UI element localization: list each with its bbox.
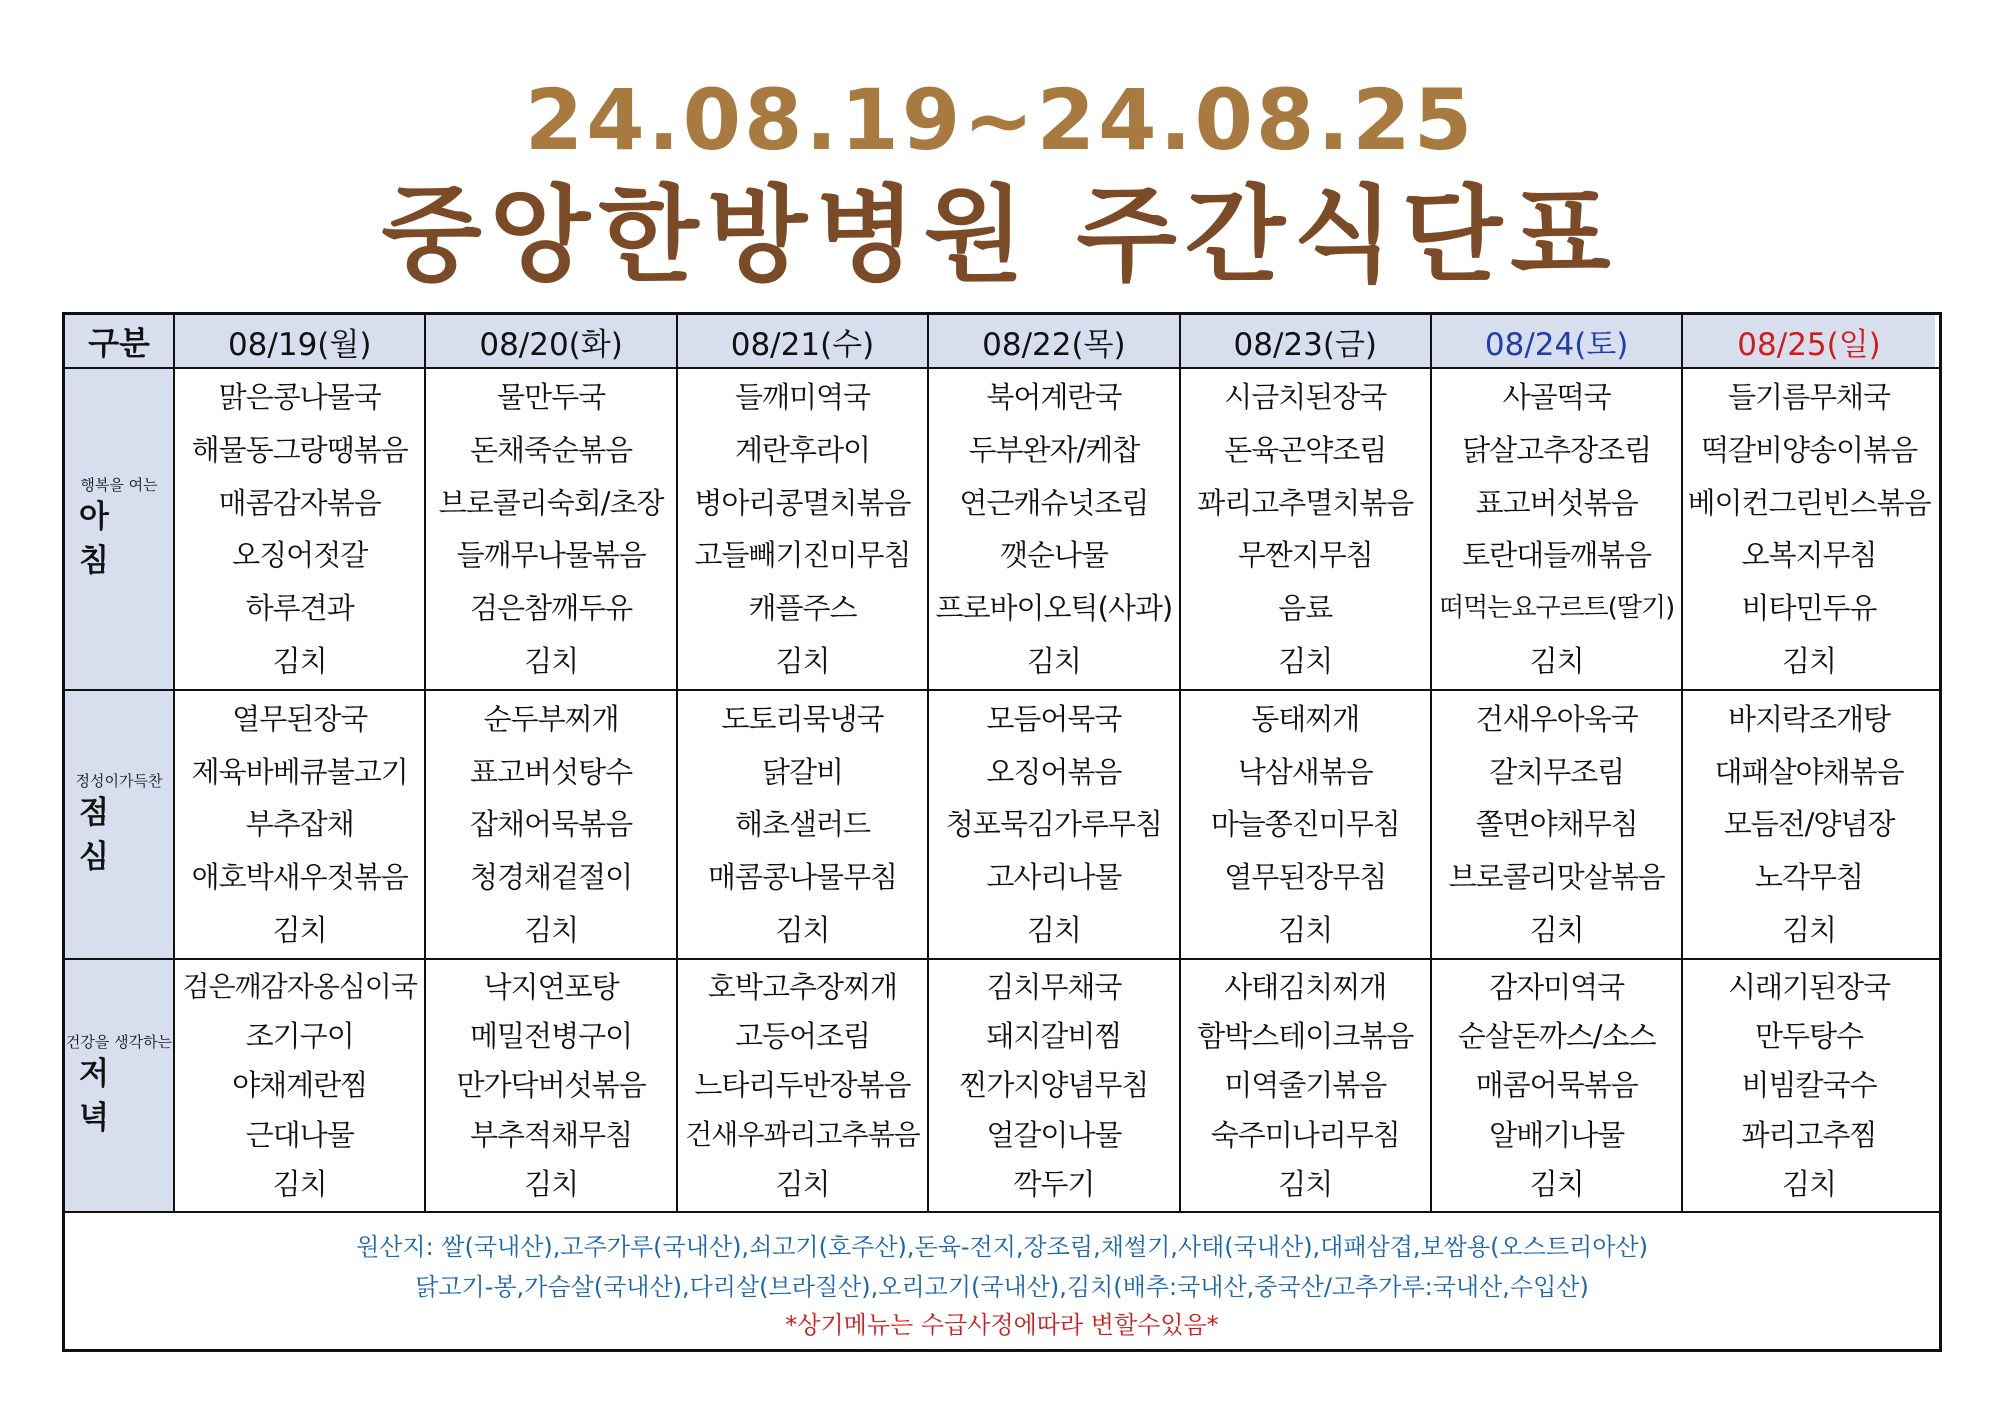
- day-header-5: 08/24(토): [1432, 315, 1683, 367]
- dinner-day-0-cell: [175, 960, 426, 1211]
- dish-item: 비빔칼국수: [1741, 1068, 1877, 1103]
- dish-item: 제육바베큐불고기: [191, 754, 408, 789]
- dish-item: 김치: [1782, 1167, 1837, 1202]
- dish-item: 김치: [1278, 1167, 1333, 1202]
- table-header-row: [65, 315, 1939, 369]
- breakfast-day-5-cell: [1432, 369, 1683, 689]
- dish-item: 알배기나물: [1489, 1117, 1625, 1152]
- dish-item: 김치: [1782, 912, 1837, 947]
- day-header-6: 08/25(일): [1683, 315, 1934, 367]
- dish-item: 꽈리고추찜: [1741, 1117, 1877, 1152]
- dish-item: 연근캐슈넛조림: [959, 485, 1149, 520]
- breakfast-row: [65, 369, 1939, 691]
- dinner-day-6-cell: [1683, 960, 1934, 1211]
- breakfast-day-3-cell: [929, 369, 1180, 689]
- lunch-row: [65, 691, 1939, 960]
- dish-item: 돼지갈비찜: [986, 1019, 1122, 1054]
- dish-item: 떠먹는요구르트(딸기): [1438, 592, 1675, 623]
- lunch-subtitle: 정성이가득찬: [75, 771, 163, 790]
- dish-item: 들깨미역국: [734, 380, 871, 415]
- lunch-name: 점 심: [79, 794, 123, 875]
- dish-item: 김치: [1782, 643, 1837, 678]
- dish-item: 동태찌개: [1251, 702, 1360, 737]
- breakfast-day-2-cell: [678, 369, 929, 689]
- dish-item: 닭살고추장조림: [1462, 432, 1652, 467]
- dish-item: 무짠지무침: [1237, 538, 1373, 573]
- dish-item: 검은깨감자옹심이국: [182, 969, 417, 1003]
- lunch-day-4-cell: [1181, 691, 1432, 958]
- day-header-0: 08/19(월): [175, 315, 426, 367]
- dish-item: 오복지무침: [1741, 538, 1877, 573]
- dish-item: 김치: [775, 643, 830, 678]
- dish-item: 김치: [1026, 912, 1081, 947]
- dish-item: 돈육곤약조림: [1224, 432, 1387, 467]
- dish-item: 들기름무채국: [1727, 380, 1891, 415]
- dish-item: 감자미역국: [1489, 969, 1625, 1004]
- dinner-name: 저 녁: [79, 1055, 123, 1136]
- weekly-menu-table: [62, 312, 1942, 1352]
- dish-item: 찐가지양념무침: [959, 1068, 1149, 1103]
- breakfast-day-0-cell: [175, 369, 426, 689]
- dish-item: 고등어조림: [734, 1019, 871, 1054]
- dish-item: 돈채죽순볶음: [470, 432, 633, 467]
- date-range: 24.08.19~24.08.25: [524, 71, 1476, 169]
- lunch-label: [65, 691, 175, 958]
- dish-item: 병아리콩멸치볶음: [694, 485, 911, 520]
- dish-item: 고사리나물: [986, 860, 1122, 895]
- dish-item: 캐플주스: [748, 590, 857, 625]
- dish-item: 해물동그랑땡볶음: [191, 432, 408, 467]
- dish-item: 비타민두유: [1741, 590, 1877, 625]
- dish-item: 김치: [1529, 643, 1584, 678]
- dish-item: 모듬전/양념장: [1723, 807, 1895, 842]
- dish-item: 고들빼기진미무침: [694, 538, 911, 573]
- day-header-2: 08/21(수): [678, 315, 929, 367]
- dish-item: 시금치된장국: [1224, 380, 1387, 415]
- dish-item: 만가닥버섯볶음: [456, 1068, 646, 1103]
- dish-item: 김치: [272, 643, 327, 678]
- lunch-day-1-cell: [426, 691, 677, 958]
- dish-item: 김치: [1529, 1167, 1584, 1202]
- dish-item: 브로콜리맛살볶음: [1448, 860, 1665, 895]
- dish-item: 닭갈비: [761, 754, 843, 789]
- dish-item: 만두탕수: [1755, 1019, 1864, 1054]
- dish-item: 북어계란국: [986, 380, 1122, 415]
- dish-item: 호박고추장찌개: [707, 969, 898, 1004]
- dish-item: 순살돈까스/소스: [1457, 1019, 1656, 1054]
- dish-item: 김치: [1278, 643, 1333, 678]
- dish-item: 들깨무나물볶음: [456, 538, 646, 573]
- dish-item: 오징어젓갈: [232, 538, 368, 573]
- dish-item: 표고버섯탕수: [470, 754, 633, 789]
- dish-item: 느타리두반장볶음: [694, 1068, 911, 1103]
- dish-item: 김치: [524, 1167, 579, 1202]
- dish-item: 음료: [1278, 590, 1333, 625]
- dish-item: 함박스테이크볶음: [1197, 1019, 1414, 1054]
- dish-item: 베이컨그린빈스볶음: [1687, 485, 1931, 520]
- dish-item: 김치: [272, 1167, 327, 1202]
- dish-item: 깍두기: [1013, 1167, 1095, 1202]
- dish-item: 청포묵김가루무침: [945, 807, 1162, 842]
- lunch-day-3-cell: [929, 691, 1180, 958]
- dish-item: 김치: [1278, 912, 1333, 947]
- dish-item: 깻순나물: [999, 538, 1108, 573]
- origin-line-1: 원산지: 쌀(국내산),고주가루(국내산),쇠고기(호주산),돈육-전지,장조림,채썰기,사태(국내산),대패삼겹,보쌈용(오스트리아산): [356, 1233, 1648, 1261]
- dish-item: 사태김치찌개: [1224, 969, 1387, 1004]
- dish-item: 애호박새우젓볶음: [191, 860, 408, 895]
- dish-item: 물만두국: [497, 380, 606, 415]
- dish-item: 근대나물: [245, 1117, 354, 1152]
- dish-item: 매콤감자볶음: [218, 485, 381, 520]
- lunch-day-0-cell: [175, 691, 426, 958]
- dish-item: 김치: [775, 1167, 830, 1202]
- dish-item: 해초샐러드: [734, 807, 871, 842]
- dish-item: 김치무채국: [986, 969, 1122, 1004]
- dish-item: 시래기된장국: [1727, 969, 1891, 1004]
- dish-item: 순두부찌개: [483, 702, 619, 737]
- breakfast-name: 아 침: [79, 499, 123, 579]
- dish-item: 갈치무조림: [1489, 754, 1625, 789]
- lunch-day-6-cell: [1683, 691, 1934, 958]
- dish-item: 매콤콩나물무침: [707, 860, 898, 895]
- dish-item: 야채계란찜: [232, 1068, 368, 1103]
- dish-item: 부추잡채: [245, 807, 354, 842]
- dish-item: 바지락조개탕: [1727, 702, 1891, 737]
- corner-label: 구분: [65, 315, 175, 367]
- dish-item: 검은참깨두유: [470, 590, 633, 625]
- dish-item: 조기구이: [245, 1019, 354, 1054]
- dish-item: 오징어볶음: [986, 754, 1122, 789]
- dish-item: 김치: [524, 912, 579, 947]
- dish-item: 꽈리고추멸치볶음: [1197, 485, 1414, 520]
- dish-item: 사골떡국: [1502, 380, 1611, 415]
- breakfast-label: [65, 369, 175, 689]
- breakfast-subtitle: 행복을 여는: [80, 476, 158, 494]
- dinner-label: [65, 960, 175, 1211]
- dish-item: 건새우꽈리고추볶음: [685, 1117, 920, 1151]
- dinner-day-4-cell: [1181, 960, 1432, 1211]
- dish-item: 도토리묵냉국: [721, 702, 884, 737]
- dish-item: 김치: [1529, 912, 1584, 947]
- dinner-subtitle: 건강을 생각하는: [65, 1032, 173, 1051]
- dish-item: 열무된장국: [232, 702, 368, 737]
- breakfast-day-1-cell: [426, 369, 677, 689]
- dish-item: 표고버섯볶음: [1475, 485, 1638, 520]
- dish-item: 잡채어묵볶음: [470, 807, 633, 842]
- dinner-day-5-cell: [1432, 960, 1683, 1211]
- dish-item: 두부완자/케찹: [968, 432, 1140, 467]
- dish-item: 브로콜리숙회/초장: [438, 485, 664, 520]
- dish-item: 청경채겉절이: [470, 860, 633, 895]
- dish-item: 김치: [272, 912, 327, 947]
- dish-item: 열무된장무침: [1224, 860, 1387, 895]
- dish-item: 김치: [524, 643, 579, 678]
- dish-item: 계란후라이: [734, 432, 871, 467]
- page-title: 중앙한방병원 주간식단표: [381, 174, 1619, 296]
- dish-item: 대패살야채볶음: [1714, 754, 1904, 789]
- menu-change-notice: *상기메뉴는 수급사정에따라 변할수있음*: [785, 1311, 1219, 1339]
- dish-item: 하루견과: [245, 590, 354, 625]
- dish-item: 노각무침: [1755, 860, 1864, 895]
- dish-item: 낙삼새볶음: [1237, 754, 1373, 789]
- dish-item: 건새우아욱국: [1475, 702, 1638, 737]
- dish-item: 떡갈비양송이볶음: [1700, 432, 1918, 467]
- day-header-4: 08/23(금): [1181, 315, 1432, 367]
- dish-item: 메밀전병구이: [470, 1019, 633, 1054]
- dish-item: 토란대들깨볶음: [1462, 538, 1652, 573]
- dish-item: 미역줄기볶음: [1224, 1068, 1387, 1103]
- dish-item: 부추적채무침: [470, 1117, 633, 1152]
- breakfast-day-4-cell: [1181, 369, 1432, 689]
- dish-item: 매콤어묵볶음: [1475, 1068, 1638, 1103]
- dish-item: 모듬어묵국: [986, 702, 1122, 737]
- dinner-row: [65, 960, 1939, 1213]
- dish-item: 김치: [1026, 643, 1081, 678]
- dinner-day-3-cell: [929, 960, 1180, 1211]
- dish-item: 쫄면야채무침: [1475, 807, 1638, 842]
- dish-item: 마늘쫑진미무침: [1210, 807, 1400, 842]
- breakfast-day-6-cell: [1683, 369, 1934, 689]
- dish-item: 프로바이오틱(사과): [935, 590, 1173, 625]
- lunch-day-2-cell: [678, 691, 929, 958]
- day-header-3: 08/22(목): [929, 315, 1180, 367]
- origin-footer: [65, 1213, 1939, 1349]
- lunch-day-5-cell: [1432, 691, 1683, 958]
- origin-line-2: 닭고기-봉,가슴살(국내산),다리살(브라질산),오리고기(국내산),김치(배추:국내산,중국산/고추가루:국내산,수입산): [415, 1273, 1589, 1301]
- day-header-1: 08/20(화): [426, 315, 677, 367]
- dinner-day-2-cell: [678, 960, 929, 1211]
- dish-item: 숙주미나리무침: [1210, 1117, 1400, 1152]
- dish-item: 맑은콩나물국: [218, 380, 381, 415]
- dish-item: 김치: [775, 912, 830, 947]
- dish-item: 얼갈이나물: [986, 1117, 1122, 1152]
- dish-item: 낙지연포탕: [483, 969, 619, 1004]
- dinner-day-1-cell: [426, 960, 677, 1211]
